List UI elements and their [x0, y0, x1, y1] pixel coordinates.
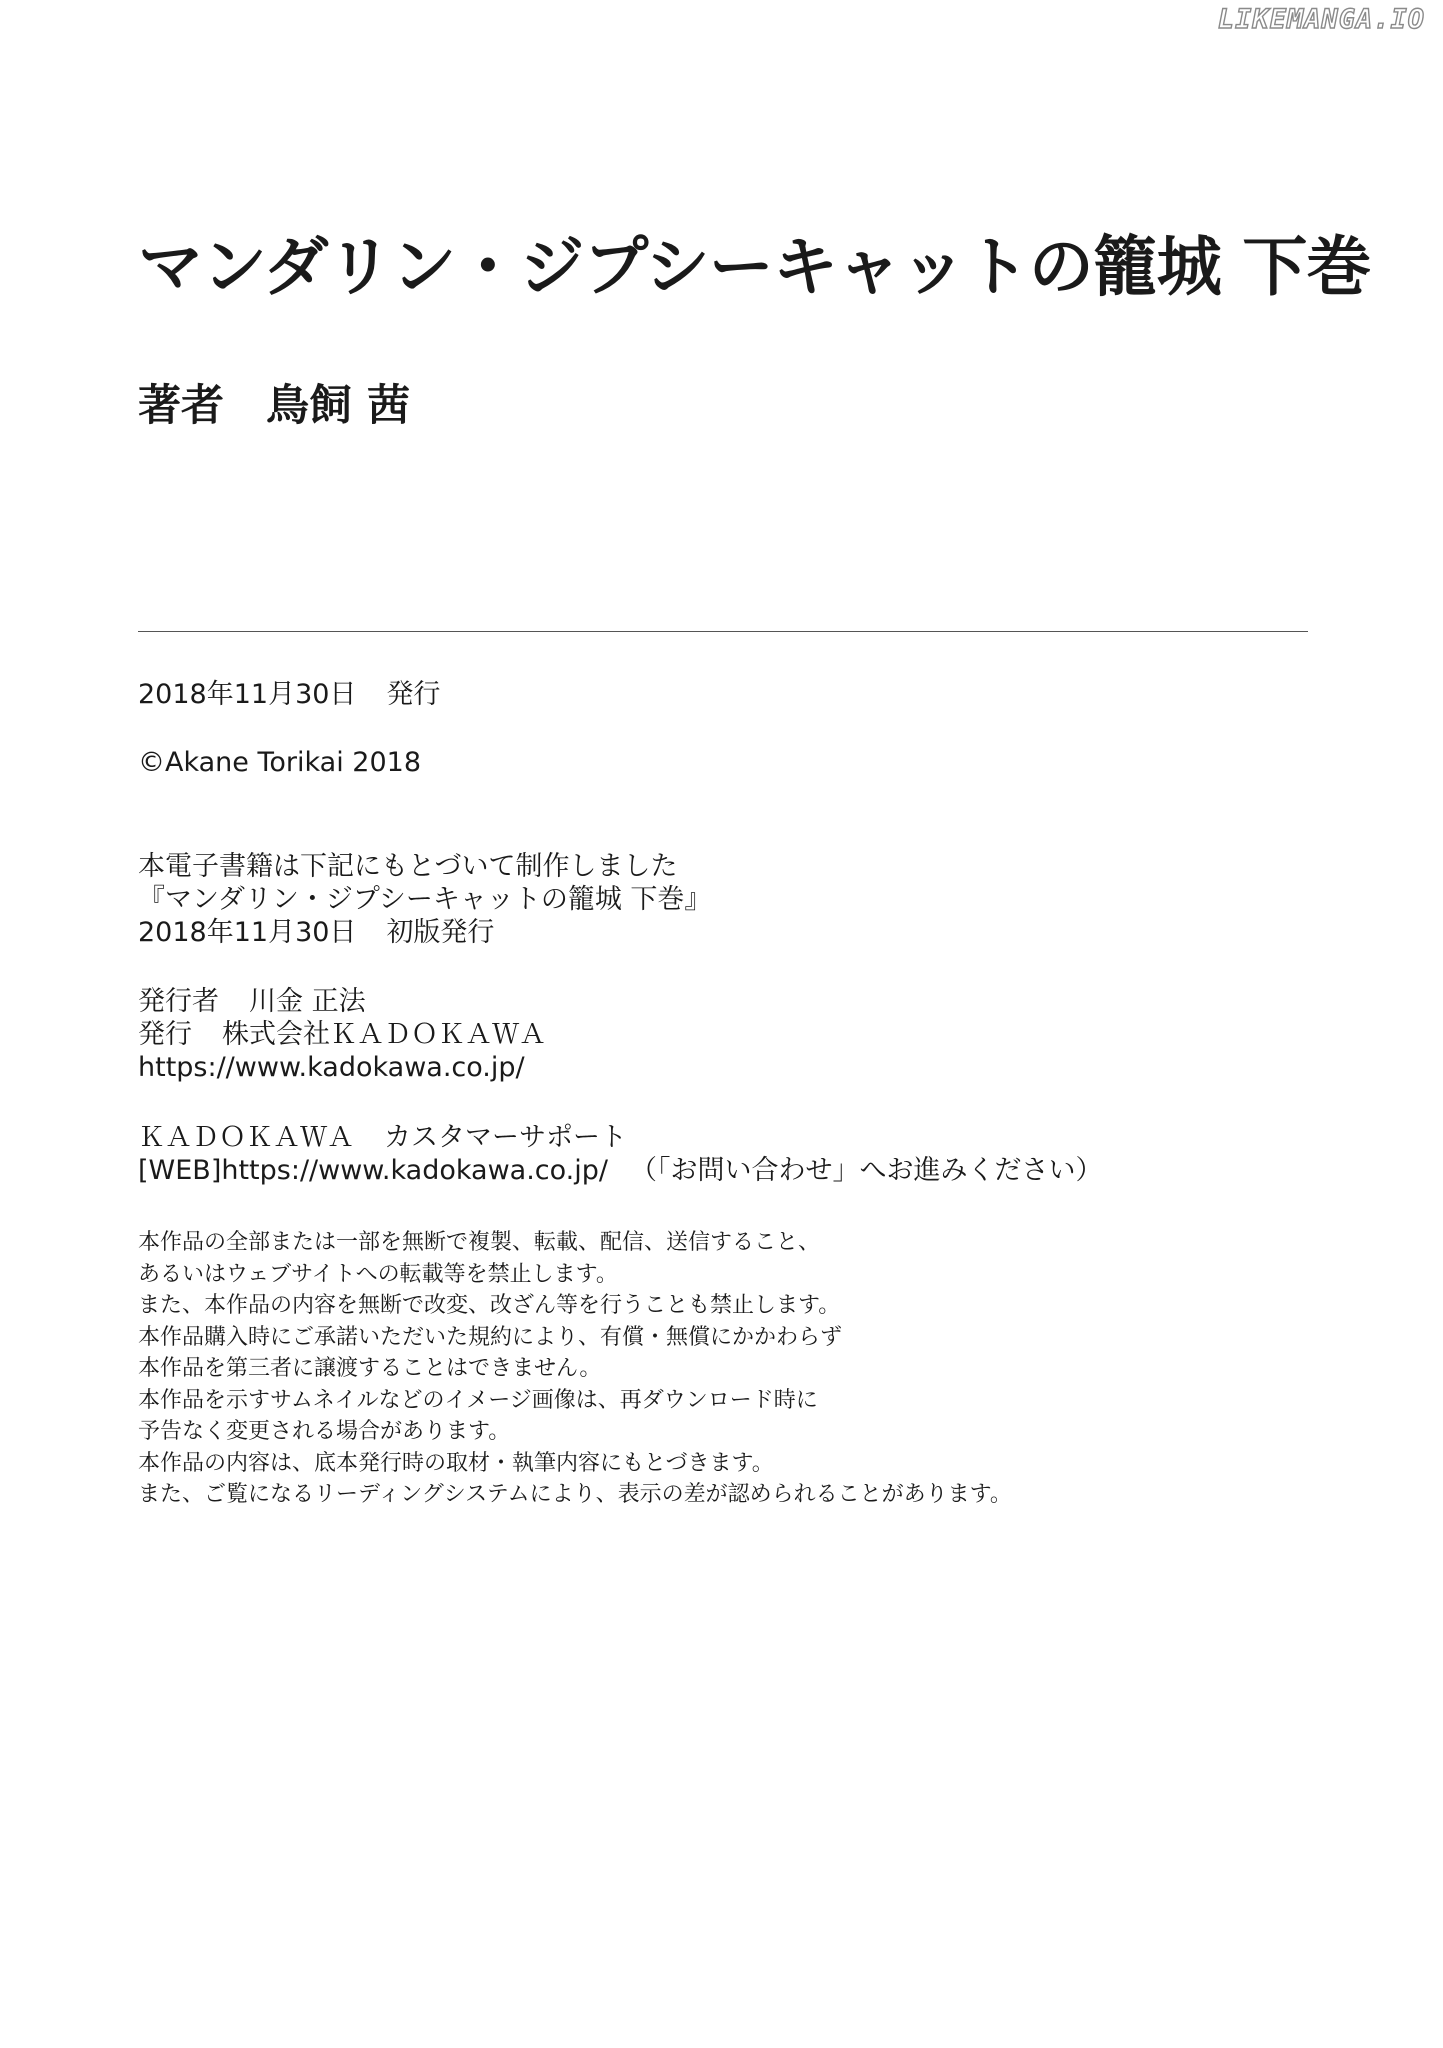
notice-line: 本作品を示すサムネイルなどのイメージ画像は、再ダウンロード時に — [138, 1387, 818, 1413]
publication-status: 発行 — [386, 679, 441, 710]
support-title-line — [138, 1121, 1102, 1154]
support-web-label: [WEB] — [138, 1155, 222, 1186]
support-web-line — [138, 1154, 1102, 1187]
author-name: 鳥飼 茜 — [266, 381, 410, 431]
notice-line: 本作品購入時にご承諾いただいた規約により、有償・無償にかかわらず — [138, 1324, 843, 1350]
notice-line: 本作品を第三者に譲渡することはできません。 — [138, 1356, 602, 1381]
issuer-name: 株式会社ＫＡＤＯＫＡＷＡ — [222, 1019, 546, 1050]
source-edition-title: 『マンダリン・ジプシーキャットの籠城 下巻』 — [138, 884, 712, 915]
publisher-url: https://www.kadokawa.co.jp/ — [138, 1052, 525, 1083]
publisher-line — [138, 985, 546, 1018]
notice-line: また、ご覧になるリーディングシステムにより、表示の差が認められることがあります。 — [138, 1482, 1012, 1507]
publication-date-line — [138, 678, 440, 711]
support-company: ＫＡＤＯＫＡＷＡ — [138, 1122, 354, 1153]
notice-line: あるいはウェブサイトへの転載等を禁止します。 — [138, 1261, 618, 1287]
source-edition-block — [138, 850, 711, 949]
publisher-label: 発行者 — [138, 986, 219, 1017]
copyright-notice: ©Akane Torikai 2018 — [138, 747, 422, 778]
support-web-url: https://www.kadokawa.co.jp/ — [221, 1155, 608, 1186]
publisher-name: 川金 正法 — [249, 986, 366, 1017]
site-watermark: LIKEMANGA.IO — [1217, 4, 1425, 35]
support-web-note: （「お問い合わせ」へお進みください） — [629, 1155, 1103, 1186]
divider-rule — [138, 631, 1308, 632]
customer-support-block — [138, 1121, 1102, 1187]
author-credit — [138, 378, 410, 434]
notice-line: 本作品の内容は、底本発行時の取材・執筆内容にもとづきます。 — [138, 1450, 774, 1476]
author-label: 著者 — [138, 381, 224, 431]
source-edition-statement: 本電子書籍は下記にもとづいて制作しました — [138, 851, 678, 882]
source-edition-date-line — [138, 916, 711, 949]
notice-line: 予告なく変更される場合があります。 — [138, 1419, 511, 1444]
usage-notice — [138, 1227, 1012, 1511]
notice-line: また、本作品の内容を無断で改変、改ざん等を行うことも禁止します。 — [138, 1293, 841, 1318]
notice-line: 本作品の全部または一部を無断で複製、転載、配信、送信すること、 — [138, 1230, 821, 1255]
issuer-label: 発行 — [138, 1019, 192, 1050]
source-edition-type: 初版発行 — [386, 917, 495, 948]
source-edition-date: 2018年11月30日 — [138, 917, 357, 948]
publication-date: 2018年11月30日 — [138, 679, 357, 710]
support-desk: カスタマーサポート — [384, 1122, 627, 1153]
publisher-block — [138, 985, 546, 1084]
book-title: マンダリン・ジプシーキャットの籠城 下巻 — [138, 230, 1371, 305]
issuer-line — [138, 1018, 546, 1051]
